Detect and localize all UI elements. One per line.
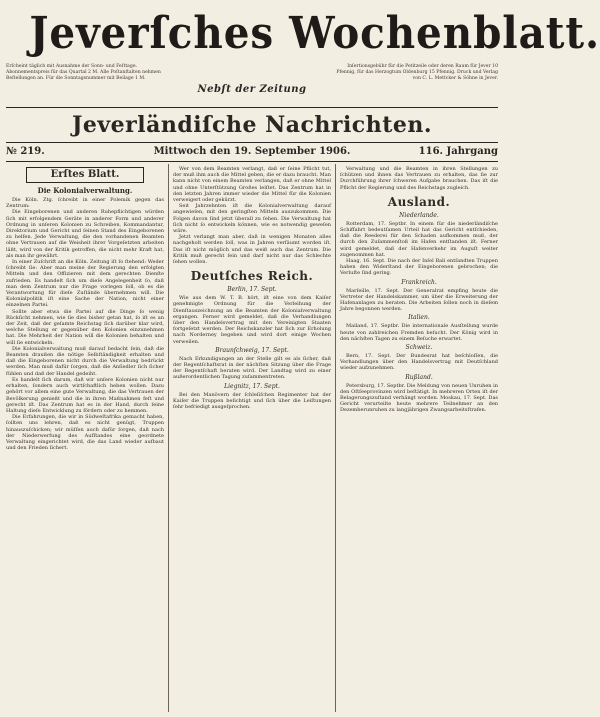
article-paragraph: Die Eingeborenen und anderen Ruhepflichtigen würden ſich mit erfolgendem Geräte in anderer Form und anderer Ordnung in unſeren Kolonien zu Schreiben, Kommandantur, Direktorium und Gericht und ſeinen Stand des Eingeborenen zu helfen. Jede Verwaltung, die den vorhandenen Beamten ohne Vertrauen auf die Weisheit ihrer Vorgeſetzten arbeiten läßt, wird von der Kritik getroffen, die nicht mehr Kraft hat, als man ihr gewährt.	[6, 209, 164, 259]
news-paragraph-liegnitz: Bei den Manövern der ſchleſiſchen Regimenter hat der Kaiſer die Truppen beſichtigt und ſich über die Leiſtungen ſehr befriedigt ausgeſprochen.	[173, 391, 331, 411]
country-heading-switzerland: Schweiz.	[405, 344, 433, 352]
article-heading-colonial: Die Kolonialverwaltung.	[37, 186, 133, 195]
section-heading-abroad: Ausland.	[387, 194, 451, 209]
article-paragraph: Seit Jahrzehnten iſt die Kolonialverwaltung darauf angewieſen, mit den geringſten Mitteln auszukommen. Die Folgen davon ſind jetzt überall zu ſehen. Die Verwaltung hat ſich nicht ſo entwickeln können, wie es notwendig geweſen wäre.	[173, 203, 331, 235]
news-paragraph-italy: Mailand, 17. Septbr. Die internationale Ausſtellung wurde heute von zahlreichen Fremden beſucht. Der König wird in den nächſten Tagen zu einem Beſuche erwartet.	[340, 323, 498, 342]
article-paragraph: Die Kolonialverwaltung muß darauf bedacht ſein, daß die Beamten draußen die nötige Selbſtändigkeit erhalten und daß die Eingeborenen nicht durch die Verwaltung bedrückt werden. Man muß dafür ſorgen, daß die Anſiedler ſich ſicher fühlen und daß der Handel gedeiht.	[6, 345, 164, 377]
issue-date: Mittwoch den 19. September 1906.	[153, 146, 351, 157]
subscription-notice: Erſcheint täglich mit Ausnahme der Sonn- und Feſttage. Abonnementspreis für das Quartal 2 M. Alle Poſtanſtalten nehmen Beſtellungen an. Für die Sonntagsnummer mit Beilage 1 M.	[6, 64, 161, 81]
column-1	[6, 166, 164, 711]
news-paragraph-netherlands: Rotterdam, 17. Septbr. In einem für die niederländiſche Schiffahrt bedeutſamen Urteil hat das Gericht entſchieden, daß die Reederei für den Schaden aufkommen muß, der durch den Zuſammenſtoß im Hafen entſtanden iſt. Ferner wird gemeldet, daß der Hafenverkehr im Auguſt weiter zugenommen hat.	[340, 220, 498, 258]
column-divider-2	[335, 164, 336, 712]
news-paragraph-netherlands-2: Haag, 16. Sept. Die nach der Inſel Bali entſandten Truppen haben den Widerſtand der Eingeborenen gebrochen; die Verluſte ſind gering.	[340, 258, 498, 277]
news-paragraph-berlin: Wie aus dem W. T. B. hört, iſt eine von dem Kaiſer genehmigte Ordnung für die Verleihung der Dienſtauszeichnung an die Beamten der Kolonialverwaltung ergangen. Ferner wird gemeldet, daß die Verhandlungen über den Handelsvertrag mit den Vereinigten Staaten fortgeſetzt werden. Der Reichskanzler hat ſich zur Erholung nach Norderney begeben und wird dort einige Wochen verweilen.	[173, 295, 331, 345]
country-heading-france: Frankreich.	[401, 278, 437, 286]
first-sheet-heading: Erſtes Blatt.	[26, 167, 144, 183]
news-paragraph-france: Marſeille, 17. Sept. Der Generalrat empfing heute die Vertreter der Handelskammer, um über die Erweiterung der Hafenanlagen zu beraten. Die Arbeiten ſollen noch in dieſem Jahre begonnen werden.	[340, 287, 498, 313]
article-paragraph: Die Köln. Ztg. ſchreibt in einer Polemik gegen das Zentrum:	[6, 197, 164, 210]
column-divider-1	[168, 164, 169, 712]
column-2	[173, 166, 331, 711]
country-heading-italy: Italien.	[408, 314, 430, 322]
masthead-title: Jeverſches Wochenblatt.	[29, 8, 600, 59]
article-paragraph: Die Erfahrungen, die wir in Südweſtafrika gemacht haben, ſollten uns lehren, daß es nicht genügt, Truppen hinauszuſchicken; wir müſſen auch dafür ſorgen, daß nach der Niederwerfung des Aufſtandes eine geordnete Verwaltung eingerichtet wird, die das Land wieder aufbaut und den Frieden ſichert.	[6, 414, 164, 452]
dateline	[6, 145, 498, 159]
article-paragraph: Verwaltung und die Beamten in ihren Stellungen zu ſchützen und ihnen das Vertrauen zu erhalten, das ſie zur Durchführung ihrer ſchweren Aufgabe brauchen. Das iſt die Pflicht der Regierung und des Reichstags zugleich.	[340, 166, 498, 191]
news-paragraph-switzerland: Bern, 17. Sept. Der Bundesrat hat beſchloſſen, die Verhandlungen über den Handelsvertrag mit Deutſchland wieder aufzunehmen.	[340, 353, 498, 372]
article-paragraph: Sollte aber etwa die Partei auf die Dinge ſo wenig Rückſicht nehmen, wie ſie dies bisher getan hat, ſo iſt es an der Zeit, daß der geſamte Reichstag ſich darüber klar wird, welche Stellung er gegenüber den Kolonien einzunehmen hat. Die Mehrheit der Nation will die Kolonien behalten und will ſie entwickeln.	[6, 308, 164, 346]
article-paragraph: Wer von dem Beamten verlangt, daß er ſeine Pflicht tut, der muß ihm auch die Mittel geben, die er dazu braucht. Man kann nicht von einem Beamten verlangen, daß er ohne Mittel und ohne Unterſtützung Großes leiſtet. Das Zentrum hat in den letzten Jahren immer wieder die Mittel für die Kolonien verweigert oder gekürzt.	[173, 166, 331, 204]
advertising-notice: Inſertionsgebühr für die Petitzeile oder deren Raum für Jever 10 Pfennig, für das Herzogtum Oldenburg 15 Pfennig. Druck und Verlag von C. L. Mettcker & Söhne in Jever.	[336, 64, 498, 81]
article-paragraph: Jetzt verlangt man aber, daß in wenigen Monaten alles nachgeholt werden ſoll, was in Jahren verſäumt worden iſt. Das iſt nicht möglich und das weiß auch das Zentrum. Die Kritik muß gerecht ſein und darf nicht nur das Schlechte ſehen wollen.	[173, 234, 331, 266]
article-paragraph: Es handelt ſich darum, daß wir unſere Kolonien nicht nur erhalten, ſondern auch wirtſchaftlich heben wollen. Dazu gehört vor allem eine gute Verwaltung, die das Vertrauen der Bevölkerung genießt und die in ihren Maßnahmen feſt und gerecht iſt. Das Zentrum hat es in der Hand, durch ſeine Haltung dieſe Entwicklung zu fördern oder zu hemmen.	[6, 376, 164, 414]
masthead-subtitle: Nebſt der Zeitung	[197, 84, 307, 95]
dateline-braunschweig: Braunſchweig, 17. Sept.	[215, 346, 289, 354]
country-heading-russia: Rußland.	[405, 373, 433, 381]
article-paragraph: In einer Zuſchrift an die Köln. Zeitung iſt ſo ſtehend: Weder ſchreibt ſie: Aber man meine der Regierung den erfolgten Mitteln und den Offizieren mit dem gerechten Dienſte zufrieden. Es handelt ſich um dieſe Angelegenheit ſo, daß man dem Zentrum nur die Frage vorlegen ſoll, ob es die Verantwortung für dieſe Zuſtände übernehmen will. Die Kolonialpolitik iſt eine Sache der Nation, nicht einer einzelnen Partei.	[6, 259, 164, 309]
dateline-liegnitz: Liegnitz, 17. Sept.	[224, 382, 280, 390]
header-rule-middle	[6, 142, 498, 143]
country-heading-netherlands: Niederlande.	[399, 211, 439, 219]
section-heading-german-empire: Deutſches Reich.	[190, 269, 314, 284]
dateline-berlin: Berlin, 17. Sept.	[227, 286, 277, 294]
volume-year: 116. Jahrgang	[418, 146, 498, 157]
column-3	[340, 166, 498, 711]
second-title: Jeverländiſche Nachrichten.	[71, 112, 433, 138]
news-paragraph-russia: Petersburg, 17. Septbr. Die Meldung von neuen Unruhen in den Oſtſeeprovinzen wird beſtätigt. In mehreren Orten iſt der Belagerungszuſtand verhängt worden. Moskau, 17. Sept. Das Gericht verurteilte heute mehrere Teilnehmer an den Dezemberunruhen zu langjährigen Zwangsarbeitsſtrafen.	[340, 382, 498, 414]
masthead-subrow	[6, 62, 498, 106]
header-rule-bottom	[6, 161, 498, 162]
news-paragraph-braunschweig: Nach Erkundigungen an der Stelle gilt es als ſicher, daß der Regentſchaftsrat in der nächſten Sitzung über die Frage der Regentſchaft beraten wird. Der Landtag wird zu einer außerordentlichen Tagung zuſammentreten.	[173, 355, 331, 381]
header-rule-top	[6, 107, 498, 108]
issue-number: № 219.	[6, 146, 45, 157]
